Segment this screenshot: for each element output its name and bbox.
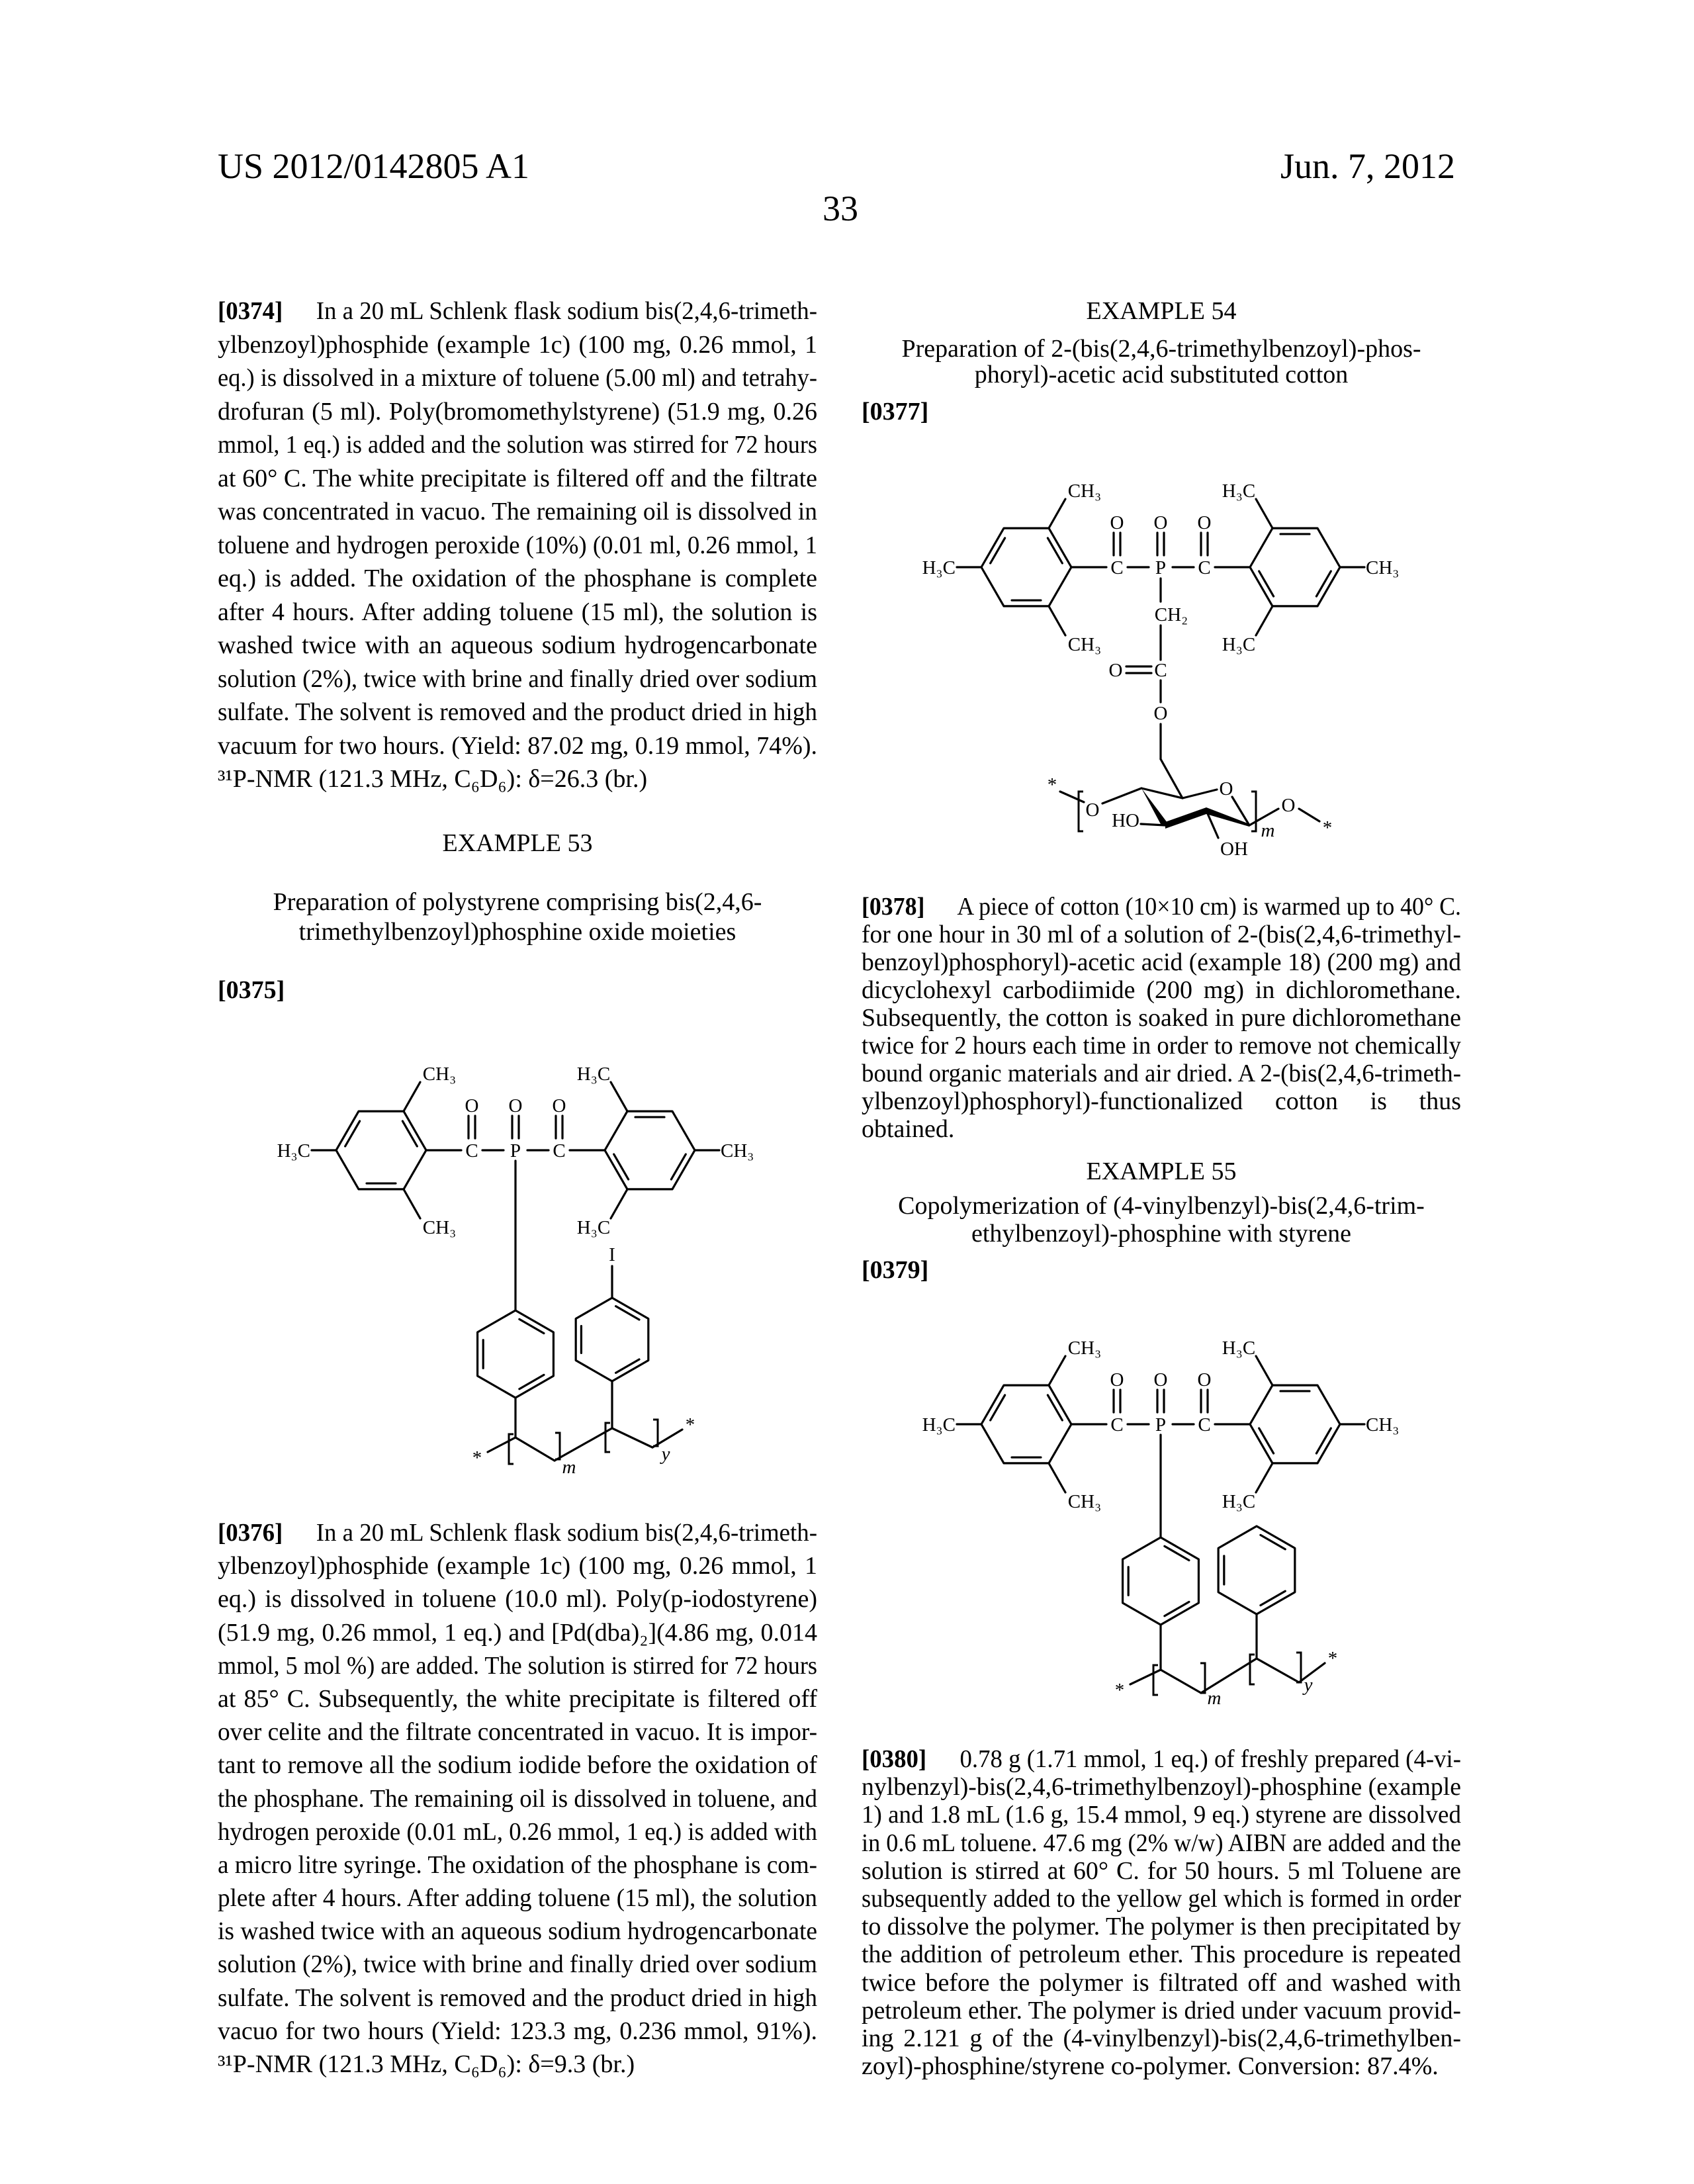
double-bond-line	[345, 1121, 360, 1146]
ester-oxygen-label: O	[1154, 703, 1168, 724]
bond	[1256, 606, 1272, 635]
paragraph-number: [0376]	[218, 1519, 283, 1547]
methyl-label: H₃C	[922, 1414, 956, 1435]
oxygen-label: O	[1110, 1369, 1124, 1390]
line-text: at 85° C. Subsequently, the white precipitate is filtered off	[218, 1682, 817, 1715]
double-bond-line	[614, 1154, 629, 1179]
double-bond-line	[1316, 1428, 1331, 1453]
title-line: phoryl)-acetic acid substituted cotton	[862, 362, 1461, 388]
methyl-label: H₃C	[577, 1064, 610, 1085]
line-text: twice before the polymer is filtrated off and washed with	[862, 1969, 1461, 1997]
double-bond-line	[1261, 1535, 1285, 1549]
line-text: subsequently added to the yellow gel which is formed in order	[862, 1885, 1461, 1913]
double-bond-line	[991, 1395, 1005, 1420]
bond	[1141, 824, 1165, 825]
repeat-index-m: m	[1261, 820, 1275, 841]
line-text: over celite and the filtrate concentrated in vacuo. It is impor-	[218, 1715, 817, 1749]
line-content: In a 20 mL Schlenk flask sodium bis(2,4,6-trimeth-	[316, 1519, 817, 1547]
methyl-label: CH₃	[1068, 480, 1101, 502]
wedge-bond	[1165, 807, 1206, 829]
methyl-label: H₃C	[277, 1140, 310, 1161]
line-text: plete after 4 hours. After adding toluene (15 ml), the solution	[218, 1882, 817, 1915]
double-bond-line	[1165, 1602, 1189, 1615]
line-text: for one hour in 30 ml of a solution of 2-(bis(2,4,6-trimethyl-	[862, 921, 1461, 948]
paragraph-number: [0380]	[862, 1745, 926, 1773]
methyl-label: H₃C	[1222, 480, 1255, 502]
open-bracket	[1079, 792, 1083, 831]
bond	[1049, 499, 1065, 528]
line-text: ylbenzoyl)phosphoryl)-functionalized cotton is thus	[862, 1087, 1461, 1115]
methyl-label: CH₃	[423, 1217, 456, 1238]
line-text: (51.9 mg, 0.26 mmol, 1 eq.) and [Pd(dba)₂](4.86 mg, 0.014	[218, 1616, 817, 1649]
phenylene-ring	[1123, 1537, 1199, 1625]
end-group-star: *	[1328, 1648, 1338, 1669]
bond	[1299, 809, 1319, 821]
line-text: solution is stirred at 60° C. for 50 hours. 5 ml Toluene are	[862, 1857, 1461, 1885]
double-bond-line	[1259, 1428, 1274, 1453]
page-number: 33	[774, 189, 907, 228]
line-text: obtained.	[862, 1115, 954, 1143]
double-bond-line	[1261, 1591, 1285, 1605]
patent-page	[0, 0, 1694, 2184]
title-line: Preparation of polystyrene comprising bis(2,4,6-	[218, 887, 817, 917]
line-text: vacuo for two hours (Yield: 123.3 mg, 0.236 mmol, 91%).	[218, 2015, 817, 2048]
oxygen-label: O	[1154, 512, 1168, 533]
line-text: washed twice with an aqueous sodium hydrogencarbonate	[218, 629, 817, 662]
line-text: toluene and hydrogen peroxide (10%) (0.01 ml, 0.26 mmol, 1	[218, 529, 817, 563]
close-bracket	[1251, 792, 1256, 831]
line-text: hydrogen peroxide (0.01 mL, 0.26 mmol, 1 eq.) is added with	[218, 1815, 817, 1848]
line-content: In a 20 mL Schlenk flask sodium bis(2,4,6-trimeth-	[316, 297, 817, 325]
line-text: the addition of petroleum ether. This procedure is repeated	[862, 1940, 1461, 1968]
end-group-star: *	[1048, 774, 1057, 796]
double-bond-line	[519, 1375, 544, 1388]
methyl-label: CH₃	[721, 1140, 754, 1161]
bond	[1060, 792, 1084, 802]
open-bracket	[1153, 1665, 1158, 1695]
ring-oxygen-label: O	[1220, 778, 1233, 799]
line-content: 0.78 g (1.71 mmol, 1 eq.) of freshly prepared (4-vi-	[960, 1745, 1461, 1773]
line-text: sulfate. The solvent is removed and the product dried in high	[218, 696, 817, 729]
line-text: mmol, 5 mol %) are added. The solution is stirred for 72 hours	[218, 1649, 817, 1682]
double-bond-line	[991, 538, 1005, 563]
carbonyl-carbon-label: C	[553, 1140, 565, 1161]
open-bracket	[605, 1423, 610, 1452]
glycosidic-oxygen-label: O	[1086, 799, 1100, 821]
paragraph-0379-label: [0379]	[862, 1253, 1461, 1287]
line-text: the phosphane. The remaining oil is dissolved in toluene, and	[218, 1782, 817, 1815]
end-group-star: *	[686, 1414, 695, 1435]
line-text: drofuran (5 ml). Poly(bromomethylstyrene) (51.9 mg, 0.26	[218, 395, 817, 429]
bond	[1049, 1463, 1065, 1492]
methyl-label: CH₃	[1068, 634, 1101, 655]
title-line: Copolymerization of (4-vinylbenzyl)-bis(2,4,6-trim-	[862, 1192, 1461, 1220]
methyl-label: H₃C	[1222, 1338, 1255, 1359]
title-line: Preparation of 2-(bis(2,4,6-trimethylbenzoyl)-phos-	[862, 336, 1461, 362]
line-text: after 4 hours. After adding toluene (15 ml), the solution is	[218, 596, 817, 629]
carbonyl-carbon-label: C	[1110, 557, 1123, 578]
ester-carbon-label: C	[1154, 660, 1167, 681]
backbone-bond	[515, 1437, 555, 1461]
double-bond-line	[671, 1154, 686, 1179]
publication-date: Jun. 7, 2012	[1280, 146, 1455, 186]
line-text: ing 2.121 g of the (4-vinylbenzyl)-bis(2,4,6-trimethylben-	[862, 2025, 1461, 2052]
carbonyl-carbon-label: C	[1198, 1414, 1210, 1435]
line-text: solution (2%), twice with brine and finally dried over sodium	[218, 662, 817, 696]
line-text: vacuum for two hours. (Yield: 87.02 mg, 0.19 mmol, 74%).	[218, 729, 817, 763]
example-54-heading: EXAMPLE 54	[862, 295, 1461, 328]
double-bond-line	[1259, 571, 1274, 596]
mesityl-ring	[981, 1385, 1071, 1463]
oxygen-label: O	[1154, 1369, 1168, 1390]
iodophenyl-ring	[576, 1298, 648, 1381]
line-text: zoyl)-phosphine/styrene co-polymer. Conversion: 87.4%.	[862, 2052, 1439, 2080]
methyl-label: H₃C	[1222, 634, 1255, 655]
title-line: ethylbenzoyl)-phosphine with styrene	[862, 1220, 1461, 1248]
carbonyl-carbon-label: C	[1198, 557, 1210, 578]
methyl-label: H₃C	[577, 1217, 610, 1238]
paragraph-0377-label: [0377]	[862, 395, 1461, 428]
line-text: ³¹P-NMR (121.3 MHz, C₆D₆): δ=9.3 (br.)	[218, 2048, 635, 2081]
bond	[611, 1082, 627, 1111]
close-bracket	[1296, 1653, 1301, 1682]
line-text: 1) and 1.8 mL (1.6 g, 15.4 mmol, 9 eq.) styrene are dissolved	[862, 1801, 1461, 1829]
repeat-index-m: m	[562, 1457, 576, 1478]
line-text: is washed twice with an aqueous sodium hydrogencarbonate	[218, 1915, 817, 1948]
mesityl-ring	[981, 528, 1071, 606]
methyl-label: CH₃	[1366, 557, 1399, 578]
oxygen-label: O	[1198, 512, 1212, 533]
oxygen-label: O	[553, 1095, 566, 1116]
line-text: mmol, 1 eq.) is added and the solution was stirred for 72 hours	[218, 428, 817, 462]
bond	[404, 1082, 420, 1111]
end-group-star: *	[472, 1447, 482, 1469]
structure-example-53	[277, 1064, 754, 1478]
close-bracket	[1200, 1663, 1205, 1693]
example-55-heading: EXAMPLE 55	[862, 1158, 1461, 1185]
bond	[611, 1189, 627, 1218]
backbone-bond	[555, 1428, 612, 1461]
glycosidic-oxygen-label: O	[1282, 795, 1296, 816]
phosphorus-label: P	[1155, 1414, 1166, 1435]
repeat-index-y: y	[1302, 1674, 1313, 1696]
title-line: trimethylbenzoyl)phosphine oxide moieties	[218, 917, 817, 947]
phenylene-ring	[478, 1310, 554, 1398]
line-text: Subsequently, the cotton is soaked in pure dichloromethane	[862, 1004, 1461, 1032]
double-bond-line	[616, 1306, 639, 1320]
close-bracket	[555, 1433, 560, 1459]
double-bond-line	[519, 1319, 544, 1333]
iodine-label: I	[609, 1244, 615, 1265]
publication-number: US 2012/0142805 A1	[218, 146, 529, 186]
bond	[1256, 499, 1272, 528]
mesityl-ring	[1250, 1385, 1340, 1463]
bond	[1049, 606, 1065, 635]
methyl-label: H₃C	[1222, 1491, 1255, 1512]
line-text: was concentrated in vacuo. The remaining oil is dissolved in	[218, 495, 817, 529]
example-53-heading: EXAMPLE 53	[218, 827, 817, 860]
repeat-index-y: y	[660, 1443, 670, 1465]
line-text: sulfate. The solvent is removed and the product dried in high	[218, 1981, 817, 2015]
mesityl-ring	[1250, 528, 1340, 606]
backbone-bond	[612, 1428, 652, 1447]
bond	[1102, 788, 1141, 803]
oxygen-label: O	[1110, 512, 1124, 533]
bond	[1256, 1356, 1272, 1385]
end-group-star: *	[1323, 817, 1333, 839]
oxygen-label: O	[1198, 1369, 1212, 1390]
methyl-label: H₃C	[922, 557, 956, 578]
phosphorus-label: P	[510, 1140, 521, 1161]
backbone-bond	[1257, 1659, 1299, 1682]
paragraph-number: [0374]	[218, 297, 283, 325]
paragraph-0375-label: [0375]	[218, 974, 817, 1007]
methyl-label: CH₃	[1366, 1414, 1399, 1435]
backbone-bond	[1130, 1670, 1161, 1684]
carbonyl-carbon-label: C	[1110, 1414, 1123, 1435]
line-text: petroleum ether. The polymer is dried under vacuum provid-	[862, 1997, 1461, 2025]
hydroxyl-label: HO	[1112, 810, 1139, 831]
line-text: eq.) is added. The oxidation of the phosphane is complete	[218, 562, 817, 596]
oxygen-label: O	[509, 1095, 523, 1116]
bond	[404, 1189, 420, 1218]
structure-example-55	[922, 1338, 1400, 1709]
structure-example-54	[922, 480, 1400, 860]
line-text: at 60° C. The white precipitate is filtered off and the filtrate	[218, 462, 817, 496]
double-bond-line	[616, 1359, 639, 1373]
double-bond-line	[1048, 1395, 1062, 1420]
hydroxyl-label: OH	[1220, 839, 1248, 860]
methyl-label: CH₃	[423, 1064, 456, 1085]
line-text: tant to remove all the sodium iodide before the oxidation of	[218, 1749, 817, 1782]
line-text: a micro litre syringe. The oxidation of the phosphane is com-	[218, 1848, 817, 1882]
line-text: eq.) is dissolved in toluene (10.0 ml). Poly(p-iodostyrene)	[218, 1582, 817, 1615]
repeat-index-m: m	[1208, 1688, 1222, 1709]
bond	[1161, 759, 1182, 798]
bond	[1182, 790, 1217, 798]
double-bond-line	[402, 1121, 417, 1146]
double-bond-line	[1048, 538, 1062, 563]
line-text: benzoyl)phosphoryl)-acetic acid (example 18) (200 mg) and	[862, 948, 1461, 976]
line-text: eq.) is dissolved in a mixture of toluene (5.00 ml) and tetrahy-	[218, 361, 817, 395]
end-group-star: *	[1115, 1680, 1125, 1701]
chemical-structures	[0, 0, 1694, 2184]
methyl-label: CH₃	[1068, 1491, 1101, 1512]
phosphorus-label: P	[1155, 557, 1166, 578]
line-text: ylbenzoyl)phosphide (example 1c) (100 mg, 0.26 mmol, 1	[218, 328, 817, 362]
bond	[1049, 1356, 1065, 1385]
backbone-bond	[1161, 1670, 1201, 1693]
line-text: dicyclohexyl carbodiimide (200 mg) in dichloromethane.	[862, 976, 1461, 1004]
oxygen-label: O	[465, 1095, 479, 1116]
line-text: twice for 2 hours each time in order to remove not chemically	[862, 1032, 1461, 1060]
close-bracket	[653, 1420, 658, 1446]
line-text: ³¹P-NMR (121.3 MHz, C₆D₆): δ=26.3 (br.)	[218, 762, 647, 796]
methyl-label: CH₃	[1068, 1338, 1101, 1359]
bond	[1256, 1463, 1272, 1492]
line-text: to dissolve the polymer. The polymer is then precipitated by	[862, 1913, 1461, 1940]
line-content: A piece of cotton (10×10 cm) is warmed up to 40° C.	[957, 893, 1461, 921]
carbonyl-carbon-label: C	[465, 1140, 478, 1161]
paragraph-number: [0378]	[862, 893, 924, 921]
line-text: in 0.6 mL toluene. 47.6 mg (2% w/w) AIBN are added and the	[862, 1829, 1461, 1857]
phenyl-ring	[1218, 1526, 1295, 1614]
mesityl-ring	[336, 1111, 426, 1189]
methylene-label: CH₂	[1155, 604, 1188, 625]
line-text: ylbenzoyl)phosphide (example 1c) (100 mg, 0.26 mmol, 1	[218, 1549, 817, 1582]
backbone-bond	[488, 1437, 515, 1452]
line-text: bound organic materials and air dried. A 2-(bis(2,4,6-trimeth-	[862, 1060, 1461, 1087]
line-text: nylbenzyl)-bis(2,4,6-trimethylbenzoyl)-phosphine (example	[862, 1773, 1461, 1801]
double-bond-line	[1165, 1546, 1189, 1560]
double-bond-line	[1316, 571, 1331, 596]
carbonyl-oxygen-label: O	[1109, 660, 1123, 681]
line-text: solution (2%), twice with brine and finally dried over sodium	[218, 1948, 817, 1981]
mesityl-ring	[605, 1111, 695, 1189]
